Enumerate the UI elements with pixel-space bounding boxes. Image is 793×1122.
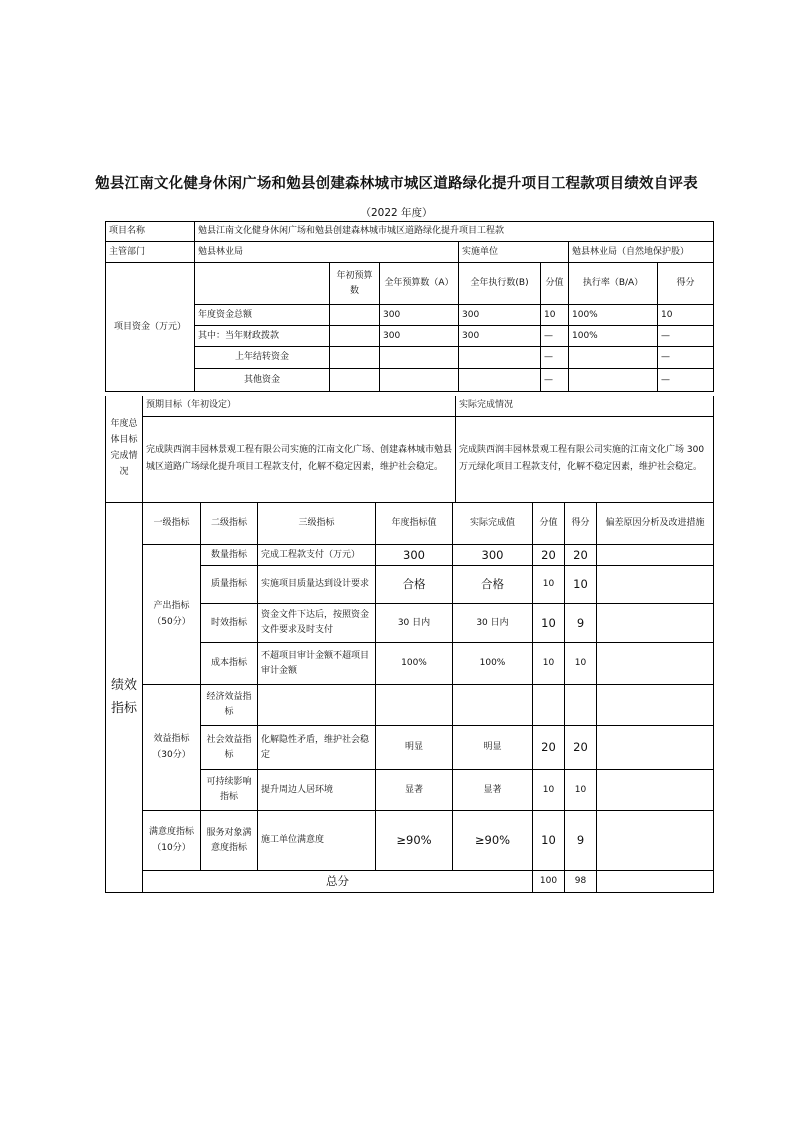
- remark: [597, 604, 714, 643]
- actual-value: 显著: [453, 770, 533, 811]
- l3-indicator: 不超项目审计金额不超项目审计金额: [258, 643, 376, 685]
- actual-value: 30 日内: [453, 604, 533, 643]
- perf-header-actual: 实际完成值: [453, 503, 533, 545]
- target-value: 显著: [376, 770, 453, 811]
- dept-value: 勉县林业局: [195, 242, 459, 263]
- funds-header-value: 分值: [541, 263, 569, 305]
- funds-row-value: —: [541, 326, 569, 347]
- actual-value: ≥90%: [453, 811, 533, 871]
- funds-row-budget: 300: [380, 326, 459, 347]
- goals-actual-text: 完成陕西润丰园林景观工程有限公司实施的江南文化广场 300 万元绿化项目工程款支付，化解不稳定因素，维护社会稳定。: [456, 416, 714, 502]
- actual-value: [453, 685, 533, 726]
- total-remark: [597, 871, 714, 893]
- table-row: [106, 545, 714, 566]
- funds-row: [106, 326, 714, 347]
- goals-actual-label: 实际完成情况: [456, 396, 714, 416]
- funds-row-executed: [459, 369, 541, 392]
- score-value: 10: [533, 811, 565, 871]
- funds-header-budget: 全年预算数（A）: [380, 263, 459, 305]
- project-name-label: 项目名称: [106, 222, 195, 242]
- score-value: 20: [533, 545, 565, 566]
- funds-row-score: —: [658, 326, 714, 347]
- l3-indicator: 提升周边人居环境: [258, 770, 376, 811]
- remark: [597, 726, 714, 770]
- funds-row-score: —: [658, 369, 714, 392]
- funds-row-budget: 300: [380, 305, 459, 326]
- l2-indicator: 经济效益指标: [201, 685, 258, 726]
- score: [565, 685, 597, 726]
- dept-label: 主管部门: [106, 242, 195, 263]
- funds-row-rate: [569, 347, 658, 369]
- target-value: 明显: [376, 726, 453, 770]
- funds-row-initial: [330, 347, 380, 369]
- funds-header-rate: 执行率（B/A）: [569, 263, 658, 305]
- score-value: [533, 685, 565, 726]
- total-value: 100: [533, 871, 565, 893]
- target-value: 合格: [376, 566, 453, 604]
- target-value: 100%: [376, 643, 453, 685]
- funds-row-value: —: [541, 347, 569, 369]
- funds-row: [106, 305, 714, 326]
- score: 10: [565, 770, 597, 811]
- page-title: 勉县江南文化健身休闲广场和勉县创建森林城市城区道路绿化提升项目工程款项目绩效自评表: [95, 176, 698, 192]
- l2-indicator: 质量指标: [201, 566, 258, 604]
- perf-header-l2: 二级指标: [201, 503, 258, 545]
- score-value: 10: [533, 604, 565, 643]
- funds-row-executed: [459, 347, 541, 369]
- remark: [597, 811, 714, 871]
- score-value: 20: [533, 726, 565, 770]
- funds-row-initial: [330, 305, 380, 326]
- score: 9: [565, 811, 597, 871]
- funds-row-rate: 100%: [569, 305, 658, 326]
- funds-row-score: 10: [658, 305, 714, 326]
- funds-header-initial: 年初预算数: [330, 263, 380, 305]
- l3-indicator: 完成工程款支付（万元）: [258, 545, 376, 566]
- group-name: 产出指标（50分）: [143, 545, 201, 685]
- target-value: ≥90%: [376, 811, 453, 871]
- actual-value: 明显: [453, 726, 533, 770]
- perf-label: 绩效指标: [106, 503, 143, 893]
- impl-label: 实施单位: [459, 242, 569, 263]
- project-info-table: [105, 221, 714, 392]
- l2-indicator: 服务对象满意度指标: [201, 811, 258, 871]
- perf-header-remark: 偏差原因分析及改进措施: [597, 503, 714, 545]
- funds-header-executed: 全年执行数(B): [459, 263, 541, 305]
- funds-header-score: 得分: [658, 263, 714, 305]
- perf-header-target: 年度指标值: [376, 503, 453, 545]
- funds-row-initial: [330, 326, 380, 347]
- funds-row-rate: 100%: [569, 326, 658, 347]
- funds-row-name: 上年结转资金: [195, 347, 330, 369]
- score-value: 10: [533, 566, 565, 604]
- table-row: [106, 685, 714, 726]
- score: 9: [565, 604, 597, 643]
- goals-label: 年度总体目标完成情况: [106, 396, 143, 502]
- funds-row: [106, 347, 714, 369]
- score: 10: [565, 566, 597, 604]
- actual-value: 100%: [453, 643, 533, 685]
- target-value: 30 日内: [376, 604, 453, 643]
- perf-header-l3: 三级指标: [258, 503, 376, 545]
- goals-planned-text: 完成陕西润丰园林景观工程有限公司实施的江南文化广场、创建森林城市勉县城区道路广场绿化提升项目工程款支付，化解不稳定因素，维护社会稳定。: [143, 416, 456, 502]
- funds-row-rate: [569, 369, 658, 392]
- target-value: [376, 685, 453, 726]
- l3-indicator: 施工单位满意度: [258, 811, 376, 871]
- funds-row-executed: 300: [459, 305, 541, 326]
- performance-table: [105, 502, 714, 893]
- funds-row-initial: [330, 369, 380, 392]
- funds-label: 项目资金（万元）: [106, 263, 195, 392]
- l2-indicator: 数量指标: [201, 545, 258, 566]
- table-row: [106, 811, 714, 871]
- funds-row-name: 年度资金总额: [195, 305, 330, 326]
- perf-header-l1: 一级指标: [143, 503, 201, 545]
- funds-row-name: 其他资金: [195, 369, 330, 392]
- funds-row-value: 10: [541, 305, 569, 326]
- group-name: 效益指标（30分）: [143, 685, 201, 811]
- l3-indicator: [258, 685, 376, 726]
- funds-row-value: —: [541, 369, 569, 392]
- goals-table: [105, 396, 714, 503]
- l2-indicator: 时效指标: [201, 604, 258, 643]
- l2-indicator: 可持续影响指标: [201, 770, 258, 811]
- l3-indicator: 资金文件下达后，按照资金文件要求及时支付: [258, 604, 376, 643]
- funds-row-name: 其中：当年财政拨款: [195, 326, 330, 347]
- funds-row-score: —: [658, 347, 714, 369]
- score: 10: [565, 643, 597, 685]
- l2-indicator: 成本指标: [201, 643, 258, 685]
- total-score: 98: [565, 871, 597, 893]
- impl-value: 勉县林业局（自然地保护股）: [569, 242, 714, 263]
- funds-row-executed: 300: [459, 326, 541, 347]
- funds-row: [106, 369, 714, 392]
- total-row: [106, 871, 714, 893]
- l3-indicator: 化解隐性矛盾，维护社会稳定: [258, 726, 376, 770]
- actual-value: 300: [453, 545, 533, 566]
- actual-value: 合格: [453, 566, 533, 604]
- score-value: 10: [533, 770, 565, 811]
- remark: [597, 643, 714, 685]
- remark: [597, 770, 714, 811]
- score-value: 10: [533, 643, 565, 685]
- remark: [597, 685, 714, 726]
- remark: [597, 566, 714, 604]
- funds-row-budget: [380, 369, 459, 392]
- score: 20: [565, 545, 597, 566]
- year-label: （2022 年度）: [360, 207, 433, 219]
- l2-indicator: 社会效益指标: [201, 726, 258, 770]
- l3-indicator: 实施项目质量达到设计要求: [258, 566, 376, 604]
- perf-header-value: 分值: [533, 503, 565, 545]
- remark: [597, 545, 714, 566]
- project-name-value: 勉县江南文化健身休闲广场和勉县创建森林城市城区道路绿化提升项目工程款: [195, 222, 714, 242]
- score: 20: [565, 726, 597, 770]
- total-label: 总分: [143, 871, 533, 893]
- goals-planned-label: 预期目标（年初设定）: [143, 396, 456, 416]
- funds-row-budget: [380, 347, 459, 369]
- group-name: 满意度指标（10分）: [143, 811, 201, 871]
- target-value: 300: [376, 545, 453, 566]
- perf-header-score: 得分: [565, 503, 597, 545]
